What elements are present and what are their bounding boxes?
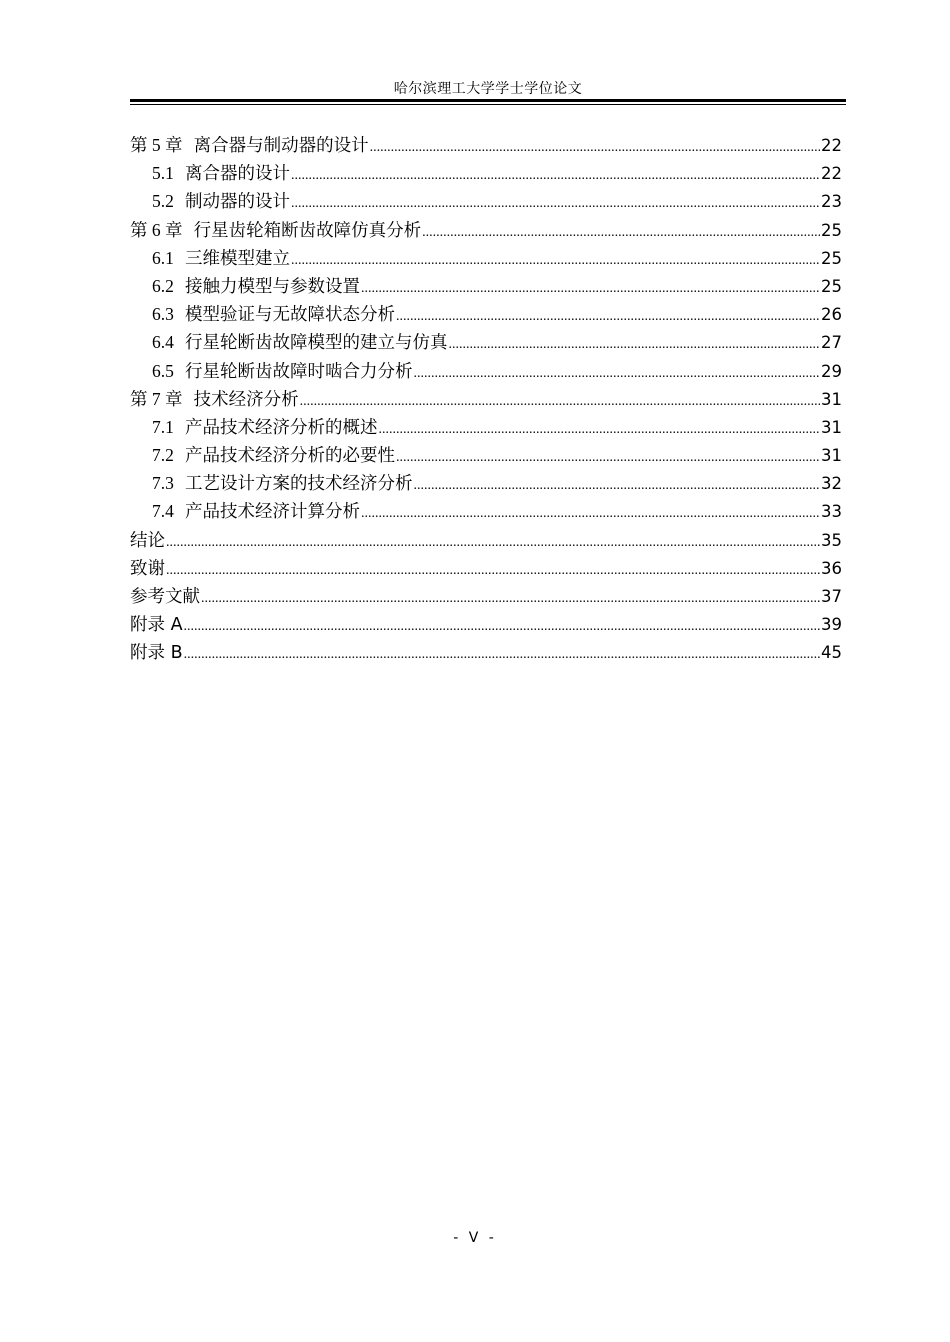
toc-leader-dots [291,168,820,184]
toc-leader-dots [414,366,820,382]
toc-entry-title: 结论 [130,530,165,551]
toc-entry-page-number: 22 [821,136,842,155]
toc-entry-label [130,527,165,552]
toc-entry[interactable] [130,132,842,160]
toc-entry-number: 7.2 [152,445,174,466]
toc-leader-dots [184,619,820,635]
toc-entry[interactable] [130,611,842,639]
toc-leader-dots [414,478,820,494]
toc-entry-number: 7.1 [152,416,174,437]
toc-entry[interactable] [130,414,842,442]
toc-entry-page-number: 29 [821,361,842,381]
toc-entry[interactable] [130,217,842,245]
toc-entry-page-number: 37 [821,587,842,606]
toc-entry[interactable] [130,188,842,216]
toc-entry[interactable] [130,245,842,273]
toc-entry-title: 接触力模型与参数设置 [185,276,361,297]
toc-leader-dots [422,225,820,241]
toc-entry-label [152,329,448,354]
toc-entry[interactable] [130,301,842,329]
toc-entry[interactable] [130,639,842,667]
toc-entry-title: 参考文献 [130,587,200,607]
toc-entry-page-number: 33 [821,502,842,522]
toc-entry-title: 产品技术经济分析的必要性 [185,446,396,467]
toc-entry[interactable] [130,329,842,357]
toc-leader-dots [166,535,820,551]
toc-entry-title: 离合器的设计 [185,164,291,185]
toc-leader-dots [361,506,820,522]
toc-entry-number: 7.4 [152,501,174,522]
toc-entry-title: 产品技术经济分析的概述 [185,417,378,438]
toc-entry-label [152,498,360,523]
toc-leader-dots [361,281,820,297]
toc-entry[interactable] [130,273,842,301]
toc-entry-number: 第 6 章 [130,219,183,240]
toc-entry-title: 离合器与制动器的设计 [193,136,369,156]
toc-entry-label [152,188,290,213]
toc-entry[interactable] [130,583,842,611]
toc-entry-title: 技术经济分析 [193,389,299,410]
toc-entry[interactable] [130,555,842,583]
toc-entry-title: 三维模型建立 [185,248,291,269]
toc-entry-label [152,301,395,326]
toc-entry-page-number: 35 [821,530,842,550]
toc-entry-label [130,217,421,242]
toc-entry-title: 附录 A [130,615,183,636]
toc-entry-number: 6.3 [152,304,174,325]
toc-entry-page-number: 25 [821,220,842,240]
toc-entry-label [130,386,299,411]
toc-entry-title: 行星齿轮箱断齿故障仿真分析 [193,220,422,241]
toc-entry-number: 5.2 [152,191,174,212]
toc-entry-page-number: 31 [821,446,842,466]
toc-leader-dots [291,196,820,212]
toc-leader-dots [166,563,820,579]
toc-entry-title: 模型验证与无故障状态分析 [185,305,396,326]
toc-entry-page-number: 23 [821,192,842,212]
toc-entry[interactable] [130,470,842,498]
toc-entry-title: 产品技术经济计算分析 [185,502,361,523]
toc-entry[interactable] [130,358,842,386]
toc-entry-number: 7.3 [152,473,174,494]
toc-entry-label [130,555,165,580]
toc-entry-title: 行星轮断齿故障模型的建立与仿真 [185,333,448,354]
toc-entry-label [152,245,290,270]
toc-entry-label [130,583,200,608]
toc-entry-page-number: 26 [821,305,842,325]
toc-leader-dots [449,337,820,353]
toc-entry-number: 6.4 [152,332,174,353]
toc-entry-page-number: 27 [821,333,842,353]
toc-entry-page-number: 31 [821,389,842,409]
toc-entry-number: 6.2 [152,275,174,296]
toc-entry-label [152,273,360,298]
toc-entry-label [152,442,395,467]
toc-entry-page-number: 36 [821,558,842,578]
toc-entry-label [130,639,183,664]
toc-leader-dots [396,309,820,325]
page-number-footer: - V - [453,1230,497,1246]
toc-leader-dots [201,591,820,607]
toc-entry-title: 工艺设计方案的技术经济分析 [185,474,413,495]
toc-leader-dots [184,647,820,663]
header-rule-thick [130,99,846,102]
toc-entry-label [130,611,183,636]
header-rule-thin [130,104,846,105]
toc-entry[interactable] [130,160,842,188]
toc-entry-label [130,132,369,157]
toc-entry-number: 第 7 章 [130,388,183,409]
toc-entry-label [152,414,378,439]
toc-entry-page-number: 39 [821,615,842,635]
toc-entry-label [152,160,290,185]
toc-entry-label [152,470,413,495]
running-header-title: 哈尔滨理工大学学士学位论文 [393,81,583,97]
toc-entry-number: 第 5 章 [130,135,183,155]
toc-leader-dots [396,450,820,466]
toc-entry[interactable] [130,386,842,414]
toc-entry[interactable] [130,442,842,470]
toc-entry-number: 6.5 [152,360,174,381]
toc-entry-page-number: 32 [821,474,842,494]
toc-entry-number: 6.1 [152,247,174,268]
toc-entry-number: 5.1 [152,163,174,184]
toc-entry-label [152,358,413,383]
toc-entry[interactable] [130,498,842,526]
toc-entry-page-number: 45 [821,643,842,663]
toc-leader-dots [370,140,820,156]
toc-entry-page-number: 25 [821,248,842,268]
toc-leader-dots [379,422,820,438]
toc-entry-page-number: 22 [821,164,842,184]
toc-entry-title: 制动器的设计 [185,192,291,213]
toc-leader-dots [291,253,820,269]
toc-entry-title: 致谢 [130,558,165,579]
toc-entry[interactable] [130,527,842,555]
toc-entry-title: 行星轮断齿故障时啮合力分析 [185,361,413,382]
toc-leader-dots [300,394,820,410]
table-of-contents [130,132,842,668]
toc-entry-title: 附录 B [130,643,183,664]
toc-entry-page-number: 31 [821,417,842,437]
toc-entry-page-number: 25 [821,276,842,296]
